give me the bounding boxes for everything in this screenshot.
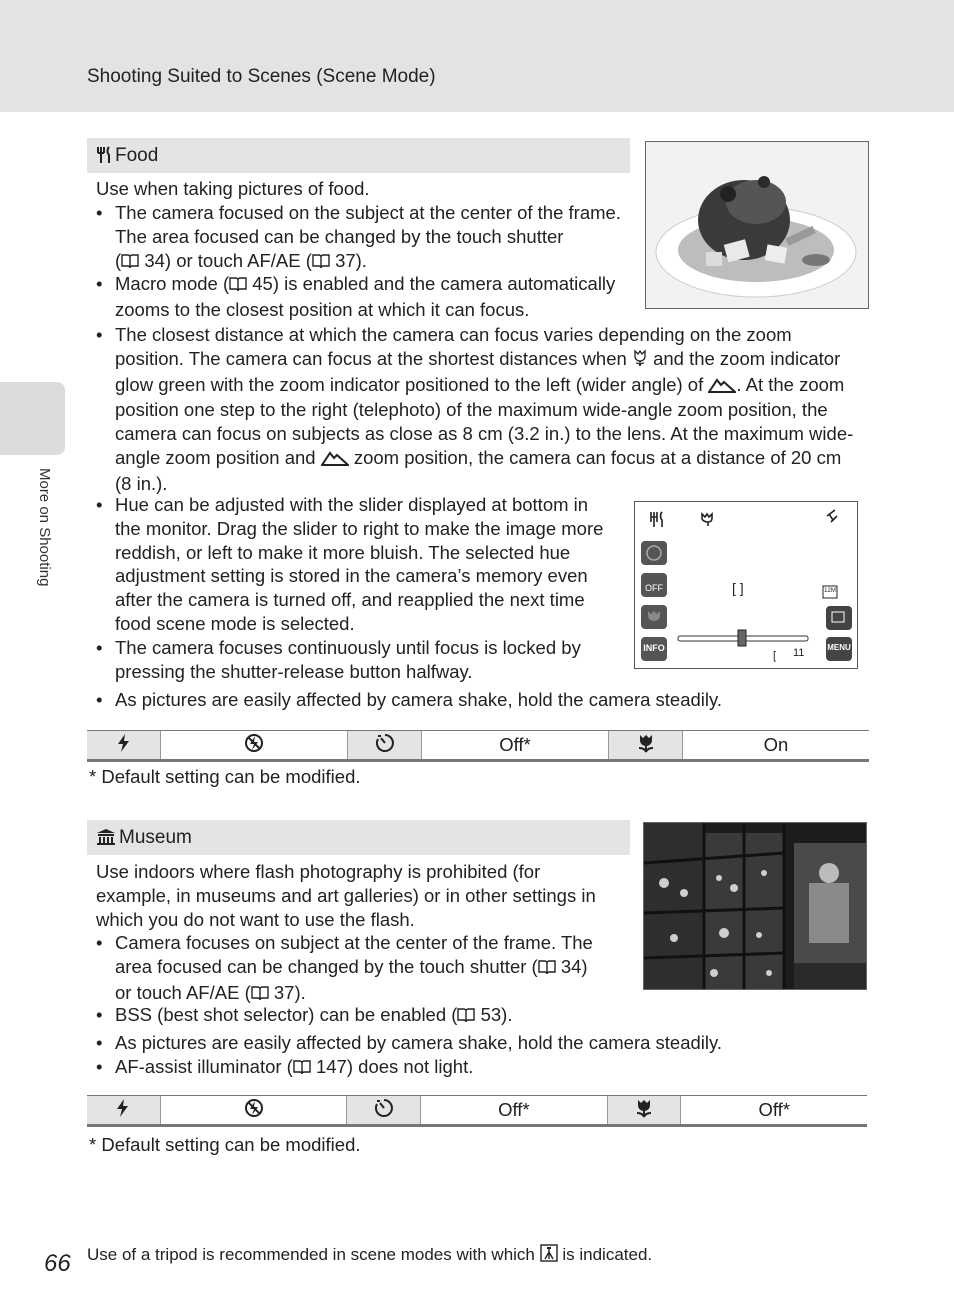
museum-bullet-1: • Camera focuses on subject at the center of the frame. The area focused can be changed by the touch shutter ( 34) or touch AF/AE ( 37).: [115, 931, 635, 1006]
book-ref-icon: [293, 1057, 311, 1081]
self-timer-label-cell: [347, 1096, 421, 1126]
tripod-note: Use of a tripod is recommended in scene modes with which is indicated.: [87, 1244, 652, 1267]
food-footnote: * Default setting can be modified.: [89, 766, 361, 787]
museum-footnote: * Default setting can be modified.: [89, 1134, 361, 1155]
museum-bullet-3: • As pictures are easily affected by camera shake, hold the camera steadily.: [96, 1032, 723, 1053]
book-ref-icon: [229, 274, 247, 298]
page-number: 66: [44, 1250, 71, 1277]
food-photo: [645, 141, 869, 309]
macro-label-cell: [609, 731, 683, 761]
book-ref-icon: [312, 251, 330, 275]
macro-icon: [633, 1101, 655, 1122]
image-size-indicator: 12M: [824, 588, 836, 594]
mountain-icon: [708, 375, 736, 399]
side-tab-label: More on Shooting: [36, 468, 53, 587]
tripod-icon: [540, 1244, 558, 1267]
macro-label-cell: [607, 1096, 681, 1126]
museum-title: Museum: [119, 827, 192, 848]
flash-icon: [116, 736, 132, 757]
food-bullet-2: • Macro mode ( 45) is enabled and the camera automatically zooms to the closest position at which it can focus.: [96, 273, 616, 320]
food-bullet-1: • The camera focused on the subject at the center of the frame. The area focused can be changed by the touch shutter ( 34) or touch AF/AE ( 37).: [115, 201, 625, 274]
flash-value-cell: [160, 1096, 346, 1126]
museum-icon: [96, 823, 116, 858]
flash-off-icon: [244, 736, 264, 757]
info-button[interactable]: INFO: [643, 643, 665, 653]
svg-text:OFF: OFF: [645, 583, 663, 593]
flash-mode-cell: [87, 731, 161, 761]
food-settings-table: [87, 730, 869, 762]
tulip-icon: [632, 349, 648, 373]
food-bullet-5: • The camera focuses continuously until focus is locked by pressing the shutter-release button halfway.: [96, 637, 581, 682]
macro-value: Off*: [681, 1096, 867, 1126]
mountain-icon: [321, 448, 349, 472]
flash-mode-cell: [87, 1096, 160, 1126]
book-ref-icon: [457, 1005, 475, 1029]
self-timer-icon: [374, 1101, 394, 1122]
food-section-heading: [87, 138, 630, 173]
macro-value: On: [683, 731, 870, 761]
flash-off-icon: [244, 1101, 264, 1122]
camera-monitor-illustration: [634, 501, 858, 669]
self-timer-value: Off*: [421, 1096, 608, 1126]
svg-text:[ ]: [ ]: [732, 580, 744, 596]
book-ref-icon: [538, 957, 556, 981]
food-bullet-6: • As pictures are easily affected by camera shake, hold the camera steadily.: [96, 689, 723, 710]
svg-text:[: [: [773, 650, 777, 662]
exposures-remaining: 11: [793, 647, 805, 659]
museum-settings-table: [87, 1095, 867, 1127]
food-bullet-3: • The closest distance at which the camera can focus varies depending on the zoom position. The camera can focus at the shortest distances when and the zoom indicator glow green with the zoom indicator positioned to the left (wider angle) of . At the zoom position one step to the right (telephoto) of the maximum wide-angle zoom position, the camera can focus on subjects as close as 8 cm (3.2 in.) to the lens. At the maximum wide- angle zoom position and zoom position, the camera can focus at a distance of 20 cm (8 in.).: [96, 324, 854, 494]
museum-intro: Use indoors where flash photography is prohibited (for example, in museums and art galleries) or in other settings in which you do not want to use the flash.: [96, 861, 596, 930]
self-timer-icon: [375, 736, 395, 757]
page-header-title: Shooting Suited to Scenes (Scene Mode): [87, 66, 436, 87]
menu-button[interactable]: MENU: [827, 643, 851, 652]
food-bullet-4: • Hue can be adjusted with the slider displayed at bottom in the monitor. Drag the slider to right to make the image more reddish, or left to make it more bluish. The selected hue adjustment setting is stored in the camera’s memory even after the camera is turned off, and reapplied the next time food scene mode is selected.: [96, 494, 604, 634]
museum-bullet-4: • AF-assist illuminator ( 147) does not light.: [115, 1055, 865, 1081]
food-title: Food: [115, 145, 159, 166]
flash-icon: [115, 1101, 131, 1122]
museum-photo: [643, 822, 867, 990]
museum-bullet-2: • BSS (best shot selector) can be enabled ( 53).: [115, 1003, 635, 1029]
side-tab: [0, 382, 65, 455]
book-ref-icon: [121, 251, 139, 275]
self-timer-value: Off*: [422, 731, 609, 761]
self-timer-label-cell: [348, 731, 422, 761]
fork-knife-icon: [96, 141, 112, 176]
header-band: [0, 0, 954, 112]
macro-icon: [635, 736, 657, 757]
food-intro: Use when taking pictures of food.: [96, 178, 370, 199]
flash-value-cell: [161, 731, 348, 761]
museum-section-heading: [87, 820, 630, 855]
